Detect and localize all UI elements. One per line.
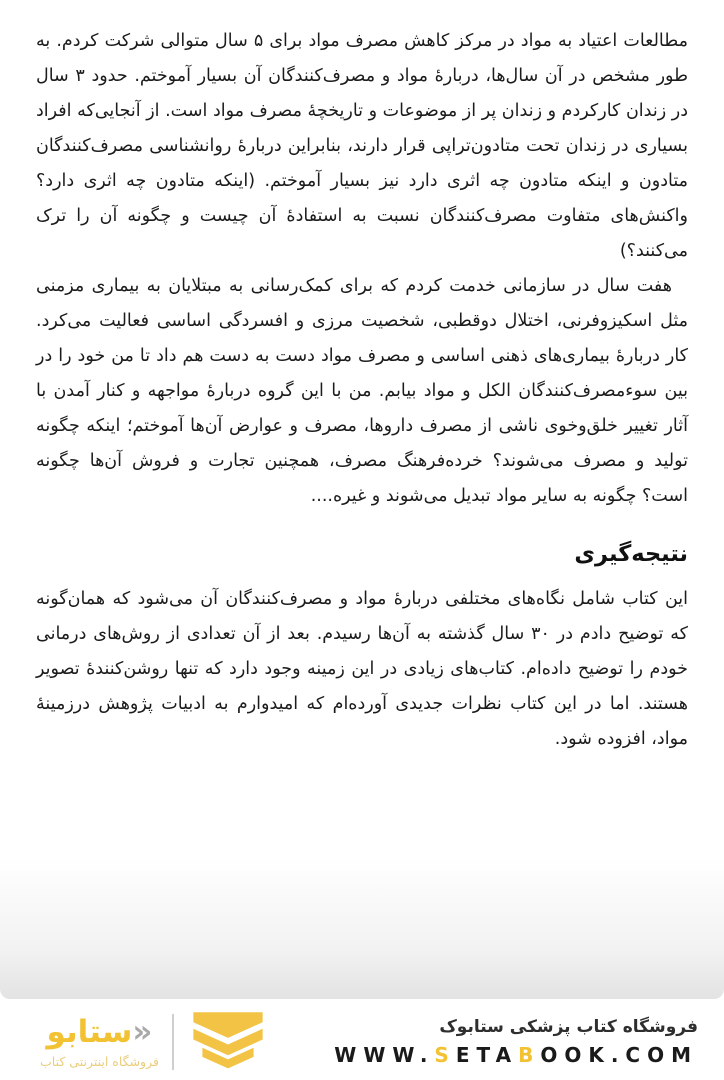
paragraph-1: مطالعات اعتیاد به مواد در مرکز کاهش مصرف مواد برای ۵ سال متوالی شرکت کردم. به طور مشخص در آن سال‌ها، دربارهٔ مواد و مصرف‌کنندگان آن بسیار آموختم. حدود ۳ سال در زندان کارکردم و زندان پر از موضوعات و تاریخچهٔ مصرف مواد است. از آنجایی‌که افراد بسیاری در زندان تحت متادون‌تراپی قرار دارند، بنابراین دربارهٔ روانشناسی مصرف‌کنندگان متادون و اینکه متادون چه اثری دارد نیز بسیار آموختم. (اینکه متادون چه اثری دارد؟ واکنش‌های متفاوت مصرف‌کنندگان نسبت به استفادهٔ آن چیست و چگونه آن را ترک می‌کنند؟): [36, 31, 688, 261]
url-seg-eta: ETA: [455, 1042, 519, 1067]
url-seg-ookcom: OOK.COM: [540, 1042, 698, 1067]
setabook-logo: [40, 1006, 269, 1078]
paragraph-conclusion: این کتاب شامل نگاه‌های مختلفی دربارهٔ مواد و مصرف‌کنندگان آن می‌شود که همان‌گونه که توضیح دادم در ۳۰ سال گذشته به آن‌ها رسیدم. بعد از آن تعدادی از روش‌های درمانی خودم را توضیح داده‌ام. کتاب‌های زیادی در این زمینه وجود دارد که تنها روشن‌کنندهٔ تصویر هستند. اما در این کتاب نظرات جدیدی آورده‌ام که امیدوارم به ادبیات پژوهش درزمینهٔ مواد، افزوده شود.: [36, 589, 689, 749]
logo-tagline: فروشگاه اینترنتی کتاب: [40, 1053, 159, 1069]
url-seg-b: B: [518, 1042, 541, 1067]
setabook-chevron-icon: [187, 1009, 269, 1075]
store-info: [334, 1017, 698, 1067]
store-title: فروشگاه کتاب پزشکی ستابوک: [439, 1016, 698, 1037]
store-url: [334, 1043, 698, 1067]
url-seg-www: WWW.: [334, 1042, 435, 1067]
setabook-wordmark: [40, 1015, 159, 1069]
section-heading-conclusion: نتیجه‌گیری: [574, 541, 688, 567]
footer: [0, 999, 724, 1080]
paragraph-2: هفت سال در سازمانی خدمت کردم که برای کمک‌رسانی به مبتلایان به بیماری مزمنی مثل اسکیزوفرنی، اختلال دوقطبی، شخصیت مرزی و افسردگی اساسی فعالیت می‌کرد. کار دربارهٔ بیماری‌های ذهنی اساسی و مصرف مواد دست به دست هم داد تا من خود را در بین سوءمصرف‌کنندگان الکل و مواد بیابم. من با این گروه دربارهٔ مواجهه و کنار آمدن با آثار تغییر خلق‌وخوی ناشی از مصرف داروها، مصرف و عوارض آن‌ها آموختم؛ اینکه چگونه تولید و مصرف می‌شوند؟ خرده‌فرهنگ مصرف، همچنین تجارت و فروش آن‌ها چگونه است؟ چگونه به سایر مواد تبدیل می‌شوند و غیره....: [36, 276, 688, 506]
url-seg-s: S: [434, 1042, 456, 1067]
wordmark-main: ستابو: [46, 1013, 133, 1050]
logo-divider: [172, 1014, 174, 1070]
wordmark-kaf-glyph: «: [132, 1013, 153, 1050]
brand-wordmark-text: [47, 1015, 153, 1049]
